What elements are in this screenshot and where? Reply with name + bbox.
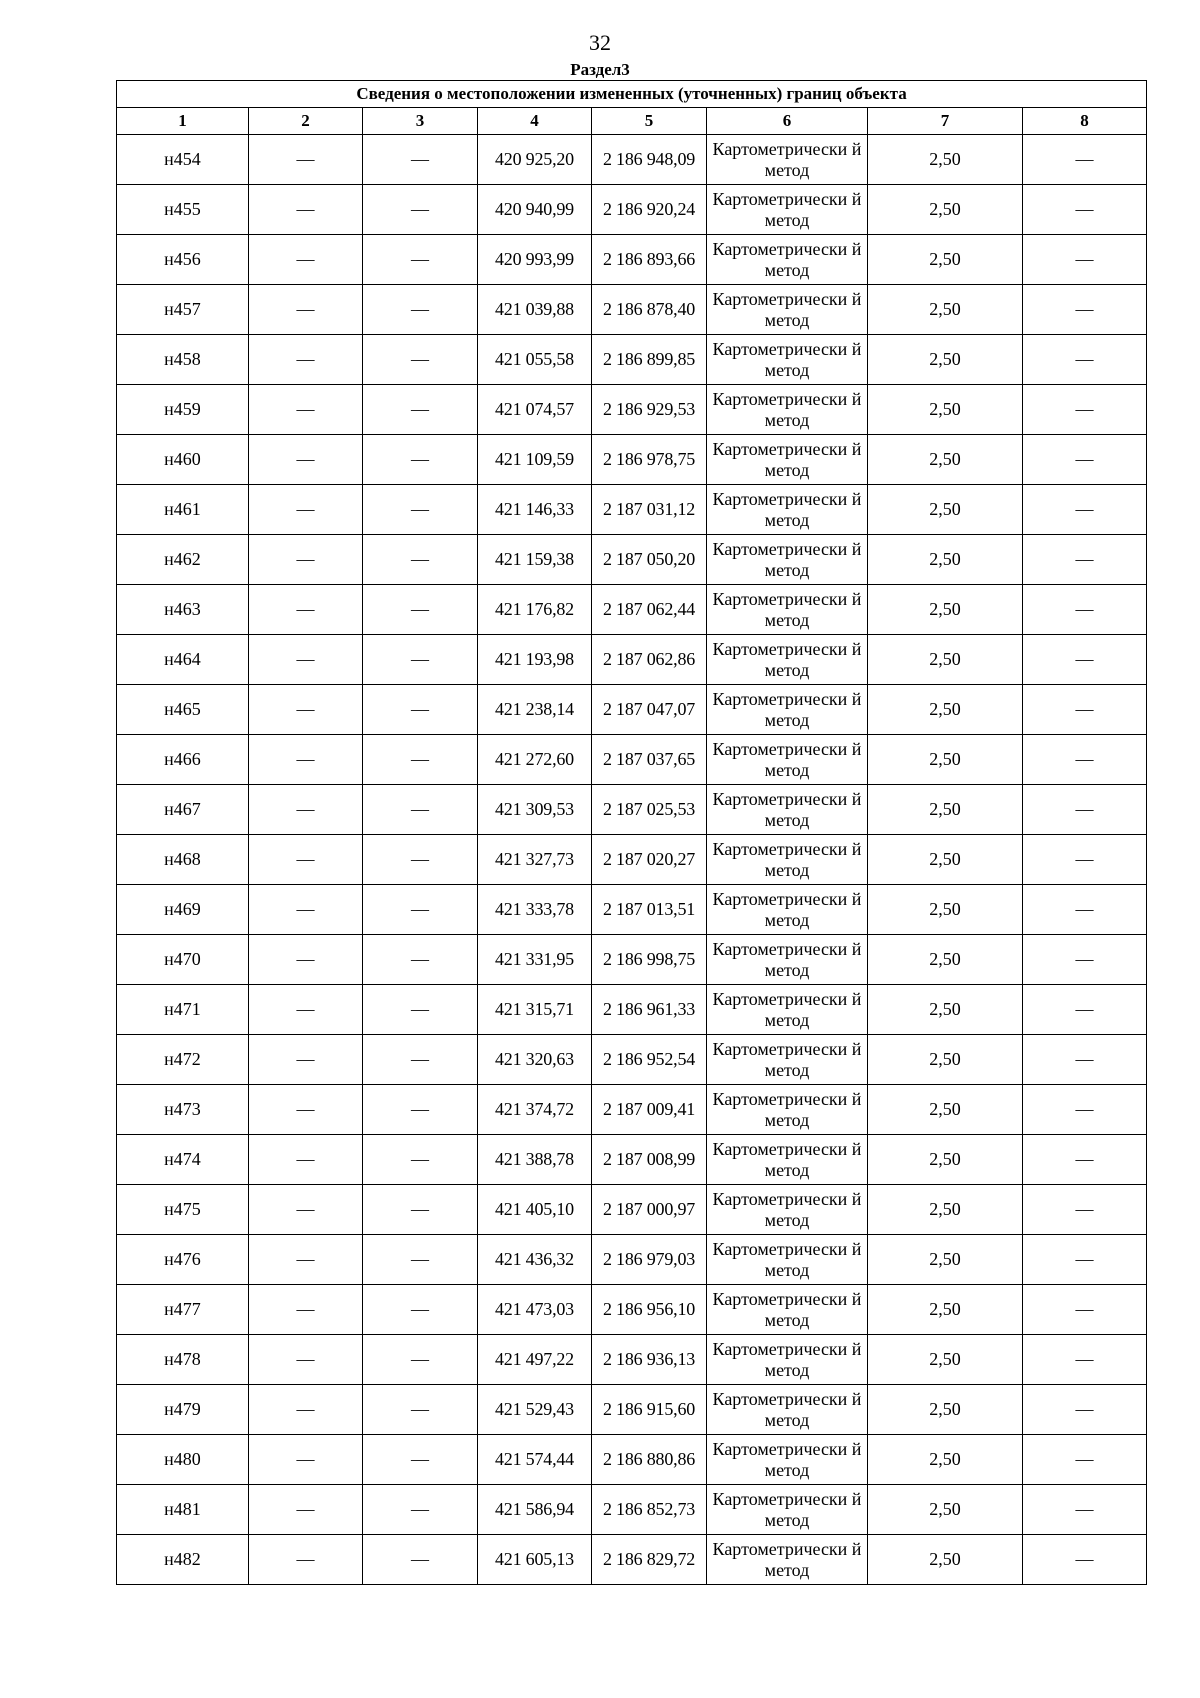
x-coordinate-cell: 421 436,32	[478, 1235, 592, 1285]
table-row	[117, 885, 1147, 935]
method-cell: Картометрически й метод	[707, 435, 868, 485]
point-number-cell: н480	[117, 1435, 249, 1485]
x-coordinate-cell: 421 074,57	[478, 385, 592, 435]
point-number-cell: н473	[117, 1085, 249, 1135]
table-row	[117, 685, 1147, 735]
table-row	[117, 1335, 1147, 1385]
accuracy-cell: 2,50	[868, 735, 1023, 785]
empty-value-cell: —	[249, 1285, 363, 1335]
method-cell: Картометрически й метод	[707, 535, 868, 585]
empty-value-cell: —	[363, 585, 478, 635]
x-coordinate-cell: 421 315,71	[478, 985, 592, 1035]
method-cell: Картометрически й метод	[707, 1485, 868, 1535]
empty-value-cell: —	[249, 1385, 363, 1435]
empty-value-cell: —	[363, 135, 478, 185]
table-row	[117, 635, 1147, 685]
y-coordinate-cell: 2 187 025,53	[592, 785, 707, 835]
y-coordinate-cell: 2 186 893,66	[592, 235, 707, 285]
accuracy-cell: 2,50	[868, 1285, 1023, 1335]
empty-value-cell: —	[1023, 185, 1147, 235]
accuracy-cell: 2,50	[868, 1485, 1023, 1535]
accuracy-cell: 2,50	[868, 1085, 1023, 1135]
point-number-cell: н464	[117, 635, 249, 685]
empty-value-cell: —	[249, 1335, 363, 1385]
table-row	[117, 735, 1147, 785]
point-number-cell: н476	[117, 1235, 249, 1285]
y-coordinate-cell: 2 186 956,10	[592, 1285, 707, 1335]
point-number-cell: н456	[117, 235, 249, 285]
x-coordinate-cell: 420 925,20	[478, 135, 592, 185]
accuracy-cell: 2,50	[868, 885, 1023, 935]
empty-value-cell: —	[249, 185, 363, 235]
accuracy-cell: 2,50	[868, 835, 1023, 885]
empty-value-cell: —	[249, 1185, 363, 1235]
y-coordinate-cell: 2 186 852,73	[592, 1485, 707, 1535]
empty-value-cell: —	[363, 335, 478, 385]
empty-value-cell: —	[249, 285, 363, 335]
method-cell: Картометрически й метод	[707, 1385, 868, 1435]
empty-value-cell: —	[363, 1535, 478, 1585]
y-coordinate-cell: 2 187 062,44	[592, 585, 707, 635]
x-coordinate-cell: 421 176,82	[478, 585, 592, 635]
point-number-cell: н457	[117, 285, 249, 335]
method-cell: Картометрически й метод	[707, 385, 868, 435]
table-row	[117, 485, 1147, 535]
point-number-cell: н467	[117, 785, 249, 835]
page-number: 32	[589, 30, 611, 55]
table-row	[117, 235, 1147, 285]
empty-value-cell: —	[363, 1485, 478, 1535]
point-number-cell: н469	[117, 885, 249, 935]
table-row	[117, 185, 1147, 235]
accuracy-cell: 2,50	[868, 1035, 1023, 1085]
empty-value-cell: —	[249, 1535, 363, 1585]
point-number-cell: н459	[117, 385, 249, 435]
method-cell: Картометрически й метод	[707, 1435, 868, 1485]
accuracy-cell: 2,50	[868, 1135, 1023, 1185]
y-coordinate-cell: 2 187 037,65	[592, 735, 707, 785]
table-caption: Сведения о местоположении измененных (уточненных) границ объекта	[117, 81, 1147, 108]
y-coordinate-cell: 2 187 031,12	[592, 485, 707, 535]
accuracy-cell: 2,50	[868, 785, 1023, 835]
x-coordinate-cell: 421 605,13	[478, 1535, 592, 1585]
empty-value-cell: —	[249, 735, 363, 785]
method-cell: Картометрически й метод	[707, 285, 868, 335]
table-caption-row	[117, 81, 1147, 108]
accuracy-cell: 2,50	[868, 1335, 1023, 1385]
table-row	[117, 1035, 1147, 1085]
method-cell: Картометрически й метод	[707, 635, 868, 685]
empty-value-cell: —	[1023, 235, 1147, 285]
table-row	[117, 585, 1147, 635]
y-coordinate-cell: 2 186 880,86	[592, 1435, 707, 1485]
point-number-cell: н468	[117, 835, 249, 885]
empty-value-cell: —	[249, 535, 363, 585]
empty-value-cell: —	[363, 1185, 478, 1235]
accuracy-cell: 2,50	[868, 1535, 1023, 1585]
y-coordinate-cell: 2 186 961,33	[592, 985, 707, 1035]
accuracy-cell: 2,50	[868, 585, 1023, 635]
point-number-cell: н466	[117, 735, 249, 785]
empty-value-cell: —	[363, 435, 478, 485]
empty-value-cell: —	[363, 1135, 478, 1185]
empty-value-cell: —	[1023, 1285, 1147, 1335]
empty-value-cell: —	[249, 935, 363, 985]
y-coordinate-cell: 2 186 915,60	[592, 1385, 707, 1435]
point-number-cell: н474	[117, 1135, 249, 1185]
method-cell: Картометрически й метод	[707, 935, 868, 985]
empty-value-cell: —	[249, 1035, 363, 1085]
y-coordinate-cell: 2 186 878,40	[592, 285, 707, 335]
accuracy-cell: 2,50	[868, 135, 1023, 185]
empty-value-cell: —	[249, 685, 363, 735]
point-number-cell: н460	[117, 435, 249, 485]
empty-value-cell: —	[249, 585, 363, 635]
y-coordinate-cell: 2 187 008,99	[592, 1135, 707, 1185]
empty-value-cell: —	[363, 735, 478, 785]
point-number-cell: н465	[117, 685, 249, 735]
empty-value-cell: —	[363, 685, 478, 735]
empty-value-cell: —	[1023, 535, 1147, 585]
x-coordinate-cell: 421 146,33	[478, 485, 592, 535]
table-row	[117, 1185, 1147, 1235]
y-coordinate-cell: 2 186 829,72	[592, 1535, 707, 1585]
column-header-row	[117, 108, 1147, 135]
empty-value-cell: —	[249, 1235, 363, 1285]
y-coordinate-cell: 2 187 000,97	[592, 1185, 707, 1235]
empty-value-cell: —	[1023, 885, 1147, 935]
table-row	[117, 935, 1147, 985]
table-body	[117, 135, 1147, 1585]
empty-value-cell: —	[1023, 435, 1147, 485]
empty-value-cell: —	[1023, 1435, 1147, 1485]
empty-value-cell: —	[249, 435, 363, 485]
point-number-cell: н477	[117, 1285, 249, 1335]
table-row	[117, 1235, 1147, 1285]
point-number-cell: н455	[117, 185, 249, 235]
empty-value-cell: —	[1023, 1235, 1147, 1285]
y-coordinate-cell: 2 187 062,86	[592, 635, 707, 685]
empty-value-cell: —	[1023, 835, 1147, 885]
x-coordinate-cell: 421 586,94	[478, 1485, 592, 1535]
table-row	[117, 1435, 1147, 1485]
point-number-cell: н470	[117, 935, 249, 985]
point-number-cell: н454	[117, 135, 249, 185]
empty-value-cell: —	[1023, 485, 1147, 535]
method-cell: Картометрически й метод	[707, 1285, 868, 1335]
empty-value-cell: —	[1023, 385, 1147, 435]
empty-value-cell: —	[1023, 335, 1147, 385]
empty-value-cell: —	[1023, 635, 1147, 685]
accuracy-cell: 2,50	[868, 1435, 1023, 1485]
table-row	[117, 335, 1147, 385]
column-header: 2	[249, 108, 363, 135]
method-cell: Картометрически й метод	[707, 685, 868, 735]
y-coordinate-cell: 2 187 047,07	[592, 685, 707, 735]
x-coordinate-cell: 421 320,63	[478, 1035, 592, 1085]
accuracy-cell: 2,50	[868, 935, 1023, 985]
point-number-cell: н463	[117, 585, 249, 635]
x-coordinate-cell: 421 109,59	[478, 435, 592, 485]
y-coordinate-cell: 2 186 936,13	[592, 1335, 707, 1385]
method-cell: Картометрически й метод	[707, 835, 868, 885]
empty-value-cell: —	[249, 485, 363, 535]
empty-value-cell: —	[249, 335, 363, 385]
x-coordinate-cell: 421 374,72	[478, 1085, 592, 1135]
column-header: 6	[707, 108, 868, 135]
empty-value-cell: —	[1023, 785, 1147, 835]
column-header: 7	[868, 108, 1023, 135]
table-row	[117, 285, 1147, 335]
y-coordinate-cell: 2 186 899,85	[592, 335, 707, 385]
empty-value-cell: —	[249, 985, 363, 1035]
method-cell: Картометрически й метод	[707, 585, 868, 635]
empty-value-cell: —	[363, 635, 478, 685]
method-cell: Картометрически й метод	[707, 1085, 868, 1135]
table-row	[117, 1285, 1147, 1335]
column-header: 1	[117, 108, 249, 135]
empty-value-cell: —	[363, 1285, 478, 1335]
y-coordinate-cell: 2 186 920,24	[592, 185, 707, 235]
table-row	[117, 985, 1147, 1035]
method-cell: Картометрически й метод	[707, 985, 868, 1035]
accuracy-cell: 2,50	[868, 685, 1023, 735]
x-coordinate-cell: 421 055,58	[478, 335, 592, 385]
x-coordinate-cell: 421 388,78	[478, 1135, 592, 1185]
x-coordinate-cell: 421 574,44	[478, 1435, 592, 1485]
method-cell: Картометрически й метод	[707, 1535, 868, 1585]
accuracy-cell: 2,50	[868, 435, 1023, 485]
method-cell: Картометрически й метод	[707, 235, 868, 285]
empty-value-cell: —	[249, 835, 363, 885]
x-coordinate-cell: 421 497,22	[478, 1335, 592, 1385]
method-cell: Картометрически й метод	[707, 135, 868, 185]
accuracy-cell: 2,50	[868, 635, 1023, 685]
method-cell: Картометрически й метод	[707, 1135, 868, 1185]
accuracy-cell: 2,50	[868, 1235, 1023, 1285]
y-coordinate-cell: 2 187 009,41	[592, 1085, 707, 1135]
empty-value-cell: —	[363, 1235, 478, 1285]
y-coordinate-cell: 2 186 948,09	[592, 135, 707, 185]
x-coordinate-cell: 421 333,78	[478, 885, 592, 935]
point-number-cell: н479	[117, 1385, 249, 1435]
accuracy-cell: 2,50	[868, 1385, 1023, 1435]
section-title: Раздел3	[570, 60, 630, 79]
accuracy-cell: 2,50	[868, 335, 1023, 385]
table-row	[117, 835, 1147, 885]
empty-value-cell: —	[1023, 1335, 1147, 1385]
point-number-cell: н475	[117, 1185, 249, 1235]
empty-value-cell: —	[363, 235, 478, 285]
empty-value-cell: —	[1023, 1185, 1147, 1235]
table-row	[117, 1485, 1147, 1535]
empty-value-cell: —	[1023, 1535, 1147, 1585]
method-cell: Картометрически й метод	[707, 885, 868, 935]
x-coordinate-cell: 420 993,99	[478, 235, 592, 285]
empty-value-cell: —	[249, 1085, 363, 1135]
x-coordinate-cell: 421 331,95	[478, 935, 592, 985]
point-number-cell: н478	[117, 1335, 249, 1385]
empty-value-cell: —	[249, 635, 363, 685]
empty-value-cell: —	[249, 1435, 363, 1485]
point-number-cell: н481	[117, 1485, 249, 1535]
empty-value-cell: —	[363, 1085, 478, 1135]
method-cell: Картометрически й метод	[707, 1035, 868, 1085]
empty-value-cell: —	[363, 935, 478, 985]
empty-value-cell: —	[363, 485, 478, 535]
empty-value-cell: —	[1023, 735, 1147, 785]
empty-value-cell: —	[363, 835, 478, 885]
empty-value-cell: —	[363, 1435, 478, 1485]
empty-value-cell: —	[1023, 685, 1147, 735]
empty-value-cell: —	[363, 985, 478, 1035]
empty-value-cell: —	[1023, 935, 1147, 985]
table-row	[117, 385, 1147, 435]
empty-value-cell: —	[249, 885, 363, 935]
y-coordinate-cell: 2 187 013,51	[592, 885, 707, 935]
point-number-cell: н461	[117, 485, 249, 535]
empty-value-cell: —	[363, 385, 478, 435]
empty-value-cell: —	[1023, 1035, 1147, 1085]
x-coordinate-cell: 421 193,98	[478, 635, 592, 685]
y-coordinate-cell: 2 187 020,27	[592, 835, 707, 885]
empty-value-cell: —	[1023, 135, 1147, 185]
empty-value-cell: —	[363, 1385, 478, 1435]
empty-value-cell: —	[249, 785, 363, 835]
empty-value-cell: —	[1023, 1385, 1147, 1435]
x-coordinate-cell: 421 327,73	[478, 835, 592, 885]
method-cell: Картометрически й метод	[707, 335, 868, 385]
empty-value-cell: —	[363, 885, 478, 935]
y-coordinate-cell: 2 186 978,75	[592, 435, 707, 485]
table-row	[117, 1085, 1147, 1135]
x-coordinate-cell: 421 272,60	[478, 735, 592, 785]
empty-value-cell: —	[1023, 285, 1147, 335]
column-header: 5	[592, 108, 707, 135]
empty-value-cell: —	[249, 1135, 363, 1185]
empty-value-cell: —	[1023, 1085, 1147, 1135]
empty-value-cell: —	[363, 535, 478, 585]
x-coordinate-cell: 421 529,43	[478, 1385, 592, 1435]
point-number-cell: н472	[117, 1035, 249, 1085]
accuracy-cell: 2,50	[868, 535, 1023, 585]
y-coordinate-cell: 2 186 998,75	[592, 935, 707, 985]
table-row	[117, 1385, 1147, 1435]
x-coordinate-cell: 421 159,38	[478, 535, 592, 585]
empty-value-cell: —	[249, 385, 363, 435]
table-row	[117, 1135, 1147, 1185]
x-coordinate-cell: 420 940,99	[478, 185, 592, 235]
empty-value-cell: —	[249, 235, 363, 285]
empty-value-cell: —	[363, 1035, 478, 1085]
empty-value-cell: —	[363, 785, 478, 835]
point-number-cell: н471	[117, 985, 249, 1035]
column-header: 3	[363, 108, 478, 135]
x-coordinate-cell: 421 309,53	[478, 785, 592, 835]
table-row	[117, 435, 1147, 485]
accuracy-cell: 2,50	[868, 985, 1023, 1035]
empty-value-cell: —	[249, 135, 363, 185]
x-coordinate-cell: 421 039,88	[478, 285, 592, 335]
table-row	[117, 135, 1147, 185]
accuracy-cell: 2,50	[868, 1185, 1023, 1235]
accuracy-cell: 2,50	[868, 385, 1023, 435]
accuracy-cell: 2,50	[868, 235, 1023, 285]
y-coordinate-cell: 2 186 979,03	[592, 1235, 707, 1285]
method-cell: Картометрически й метод	[707, 785, 868, 835]
empty-value-cell: —	[249, 1485, 363, 1535]
method-cell: Картометрически й метод	[707, 735, 868, 785]
empty-value-cell: —	[363, 1335, 478, 1385]
empty-value-cell: —	[363, 285, 478, 335]
table-row	[117, 1535, 1147, 1585]
method-cell: Картометрически й метод	[707, 1335, 868, 1385]
table-row	[117, 535, 1147, 585]
x-coordinate-cell: 421 473,03	[478, 1285, 592, 1335]
point-number-cell: н482	[117, 1535, 249, 1585]
method-cell: Картометрически й метод	[707, 1185, 868, 1235]
empty-value-cell: —	[1023, 1135, 1147, 1185]
y-coordinate-cell: 2 186 952,54	[592, 1035, 707, 1085]
accuracy-cell: 2,50	[868, 285, 1023, 335]
method-cell: Картометрически й метод	[707, 485, 868, 535]
empty-value-cell: —	[1023, 985, 1147, 1035]
accuracy-cell: 2,50	[868, 485, 1023, 535]
table-row	[117, 785, 1147, 835]
boundary-coordinates-table	[116, 80, 1147, 1585]
accuracy-cell: 2,50	[868, 185, 1023, 235]
column-header: 8	[1023, 108, 1147, 135]
column-header: 4	[478, 108, 592, 135]
x-coordinate-cell: 421 405,10	[478, 1185, 592, 1235]
y-coordinate-cell: 2 187 050,20	[592, 535, 707, 585]
point-number-cell: н462	[117, 535, 249, 585]
y-coordinate-cell: 2 186 929,53	[592, 385, 707, 435]
method-cell: Картометрически й метод	[707, 185, 868, 235]
empty-value-cell: —	[1023, 585, 1147, 635]
point-number-cell: н458	[117, 335, 249, 385]
empty-value-cell: —	[363, 185, 478, 235]
method-cell: Картометрически й метод	[707, 1235, 868, 1285]
x-coordinate-cell: 421 238,14	[478, 685, 592, 735]
empty-value-cell: —	[1023, 1485, 1147, 1535]
